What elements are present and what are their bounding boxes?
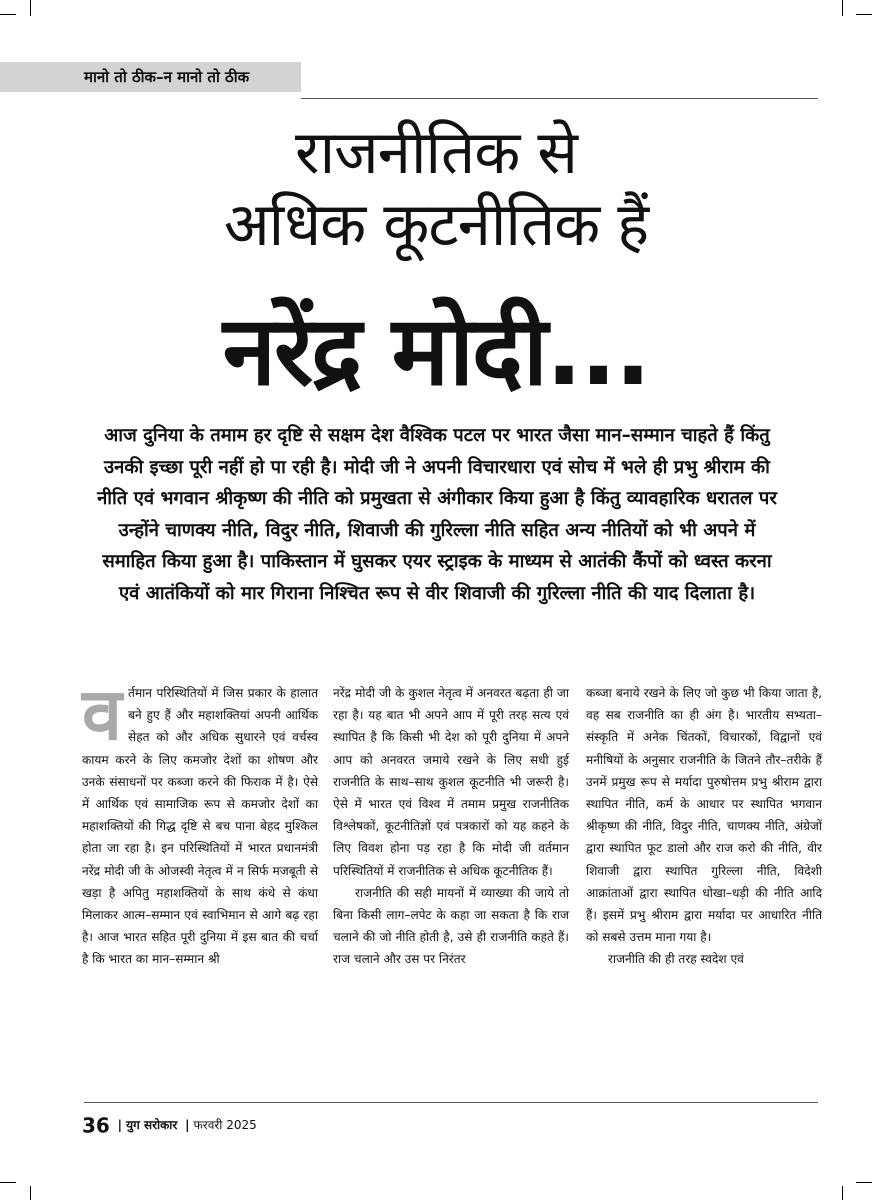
footer-rule: [84, 1102, 818, 1103]
body-paragraph: राजनीति की ही तरह स्वदेश एवं: [608, 952, 744, 967]
body-column-2: [333, 682, 569, 971]
crop-mark-top-left-v: [30, 0, 31, 16]
body-column-1: [82, 672, 318, 971]
footer-separator: |: [185, 1118, 190, 1132]
drop-cap: व: [82, 672, 123, 756]
crop-mark-top-right-h: [856, 14, 872, 15]
crop-mark-bottom-left-h: [0, 1182, 16, 1183]
crop-mark-bottom-right-v: [842, 1186, 843, 1200]
page-footer: [82, 1112, 257, 1138]
page-number: 36: [82, 1113, 110, 1138]
body-paragraph: नरेंद्र मोदी जी के कुशल नेतृत्व में अनवरत बढ़ता ही जा रहा है। यह बात भी अपने आप में पूरी तरह सत्य एवं स्थापित है कि किसी भी देश को पूरी दुनिया में अपने आप को अनवरत जमाये रखने के लिए सधी हुई राजनीति के साथ–साथ कुशल कूटनीति भी जरूरी है। ऐसे में भारत एवं विश्व में तमाम प्रमुख राजनीतिक विश्लेषकों, कूटनीतिज्ञों एवं पत्रकारों को यह कहने के लिए विवश होना पड़ रहा है कि मोदी जी वर्तमान परिस्थितियों में राजनीतिक से अधिक कूटनीतिक हैं।: [333, 686, 569, 878]
header-rule: [301, 98, 818, 99]
body-text: र्तमान परिस्थितियों में जिस प्रकार के हालात बने हुए हैं और महाशक्तियां अपनी आर्थिक सेहत को और अधिक सुधारने एवं वर्चस्व कायम करने के लिए कमजोर देशों का शोषण और उनके संसाधनों पर कब्जा करने की फिराक में है। ऐसे में आर्थिक एवं सामाजिक रूप से कमजोर देशों का महाशक्तियों की गिद्ध दृष्टि से बच पाना बेहद मुश्किल होता जा रहा है। इन परिस्थितियों में भारत प्रधानमंत्री नरेंद्र मोदी जी के ओजस्वी नेतृत्व में न सिर्फ मजबूती से खड़ा है अपितु महाशक्तियों के साथ कंधे से कंधा मिलाकर आत्म–सम्मान एवं स्वाभिमान से आगे बढ़ रहा है। आज भारत सहित पूरी दुनिया में इस बात की चर्चा है कि भारत का मान–सम्मान श्री: [82, 686, 318, 967]
footer-separator: |: [117, 1118, 123, 1132]
intro-paragraph: आज दुनिया के तमाम हर दृष्टि से सक्षम देश वैश्विक पटल पर भारत जैसा मान–सम्मान चाहते हैं किंतु उनकी इच्छा पूरी नहीं हो पा रही है। मोदी जी ने अपनी विचारधारा एवं सोच में भले ही प्रभु श्रीराम की नीति एवं भगवान श्रीकृष्ण की नीति को प्रमुखता से अंगीकार किया हुआ है किंतु व्यावहारिक धरातल पर उन्होंने चाणक्य नीति, विदुर नीति, शिवाजी की गुरिल्ला नीति सहित अन्य नीतियों को भी अपने में समाहित किया हुआ है। पाकिस्तान में घुसकर एयर स्ट्राइक के माध्यम से आतंकी कैंपों को ध्वस्त करना एवं आतंकियों को मार गिराना निश्चित रूप से वीर शिवाजी की गुरिल्ला नीति की याद दिलाता है।: [97, 425, 777, 604]
section-label: मानो तो ठीक–न मानो तो ठीक: [84, 68, 250, 86]
body-column-3: [586, 682, 822, 971]
body-paragraph: कब्जा बनाये रखने के लिए जो कुछ भी किया जाता है, वह सब राजनीति का ही अंग है। भारतीय सभ्यता–संस्कृति में अनेक चिंतकों, विचारकों, विद्वानों एवं मनीषियों के अनुसार राजनीति के जितने तौर–तरीके हैं उनमें प्रमुख रूप से मर्यादा पुरुषोत्तम प्रभु श्रीराम द्वारा स्थापित नीति, कर्म के आधार पर स्थापित भगवान श्रीकृष्ण की नीति, विदुर नीति, चाणक्य नीति, अंग्रेजों द्वारा स्थापित फूट डालो और राज करो की नीति, वीर शिवाजी द्वारा स्थापित गुरिल्ला नीति, विदेशी आक्रांताओं द्वारा स्थापित धोखा–धड़ी की नीति आदि हैं। इसमें प्रभु श्रीराम द्वारा मर्यादा पर आधारित नीति को सबसे उत्तम माना गया है।: [586, 686, 822, 945]
crop-mark-top-left-h: [0, 14, 16, 15]
issue-date: फरवरी 2025: [193, 1118, 257, 1132]
crop-mark-bottom-left-v: [30, 1186, 31, 1200]
headline-line-1: राजनीतिक से: [295, 118, 577, 188]
headline-line-2: अधिक कूटनीतिक हैं: [223, 190, 649, 260]
crop-mark-bottom-right-h: [856, 1182, 872, 1183]
body-paragraph: राजनीति की सही मायनों में व्याख्या की जाये तो बिना किसी लाग–लपेट के कहा जा सकता है कि राज चलाने की जो नीति होती है, उसे ही राजनीति कहते हैं। राज चलाने और उस पर निरंतर: [333, 885, 569, 967]
crop-mark-top-right-v: [842, 0, 843, 16]
magazine-name: युग सरोकार: [126, 1118, 178, 1132]
body-paragraph: [82, 672, 318, 971]
headline-line-3: नरेंद्र मोदी...: [222, 295, 650, 407]
